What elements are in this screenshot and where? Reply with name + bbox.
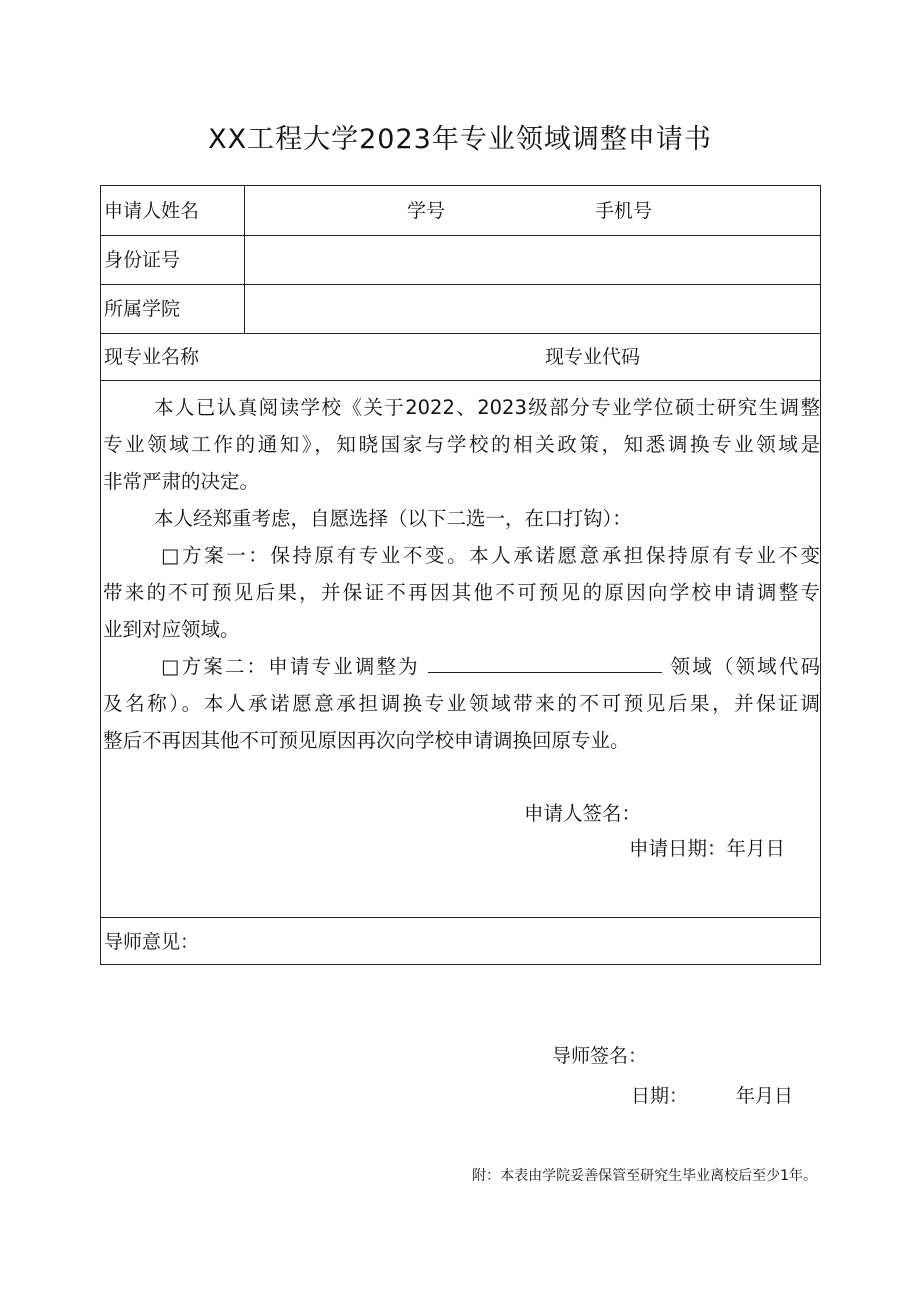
current-major-code-label: 现专业代码 bbox=[545, 346, 641, 368]
row-applicant-name bbox=[101, 186, 820, 236]
application-date-label: 申请日期：年月日 bbox=[629, 837, 786, 860]
advisor-opinion-label: 导师意见： bbox=[104, 931, 200, 953]
student-id-label: 学号 bbox=[407, 200, 446, 222]
advisor-date-label: 日期： bbox=[631, 1085, 689, 1107]
row-current-major bbox=[101, 334, 820, 381]
choice-instruction bbox=[103, 500, 820, 537]
option-two-first-line bbox=[103, 648, 820, 685]
target-field-blank[interactable] bbox=[428, 652, 662, 673]
choice-instruction-text: 本人经郑重考虑，自愿选择（以下二选一，在口打钩）： bbox=[154, 507, 632, 530]
id-card-label: 身份证号 bbox=[104, 249, 181, 271]
option-two-line: 整后不再因其他不可预见原因再次向学校申请调换回原专业。 bbox=[103, 729, 630, 752]
option-one-line: 带来的不可预见后果，并保证不再因其他不可预见的原因向学校申请调整专 bbox=[103, 581, 820, 604]
college-label: 所属学院 bbox=[104, 298, 181, 320]
option-two-paragraph bbox=[103, 648, 820, 722]
applicant-name-label: 申请人姓名 bbox=[104, 200, 200, 222]
statement-paragraph bbox=[103, 389, 820, 463]
advisor-signature-label: 导师签名： bbox=[552, 1045, 648, 1067]
option-two-paragraph-end bbox=[103, 722, 820, 759]
statement-line: 本人已认真阅读学校《关于2022、2023级部分专业学位硕士研究生调整 bbox=[154, 396, 820, 419]
row-college bbox=[101, 285, 820, 334]
option-one-line: 业到对应领域。 bbox=[103, 618, 240, 641]
statement-line: 专业领域工作的通知》，知晓国家与学校的相关政策，知悉调换专业领域是 bbox=[103, 433, 820, 456]
application-form-table bbox=[100, 185, 821, 1107]
cell-applicant-name-label bbox=[101, 186, 245, 235]
cell-id-card-label bbox=[101, 236, 245, 284]
option-two-field-suffix: 领域（领域代码 bbox=[670, 655, 820, 678]
statement-line: 非常严肃的决定。 bbox=[103, 470, 260, 493]
option-two-line: 及名称）。本人承诺愿意承担调换专业领域带来的不可预见后果，并保证调 bbox=[103, 692, 820, 715]
document-title: XX工程大学2023年专业领域调整申请书 bbox=[208, 124, 712, 155]
applicant-signature-label: 申请人签名： bbox=[524, 802, 642, 825]
row-statement bbox=[101, 381, 820, 918]
option-two-checkbox-label[interactable]: □方案二：申请专业调整为 bbox=[161, 655, 420, 678]
current-major-name-label: 现专业名称 bbox=[104, 346, 200, 368]
row-advisor-opinion bbox=[101, 918, 820, 964]
statement-paragraph-end bbox=[103, 463, 820, 500]
cell-college-label bbox=[101, 285, 245, 333]
footnote: 附：本表由学院妥善保管至研究生毕业离校后至少1年。 bbox=[472, 1168, 817, 1184]
phone-label: 手机号 bbox=[595, 200, 653, 222]
option-one-checkbox-line[interactable]: □方案一：保持原有专业不变。本人承诺愿意承担保持原有专业不变 bbox=[161, 544, 820, 567]
option-one-paragraph bbox=[103, 537, 820, 611]
row-id-card bbox=[101, 236, 820, 285]
advisor-date-value: 年月日 bbox=[736, 1085, 794, 1107]
option-one-paragraph-end bbox=[103, 611, 820, 648]
